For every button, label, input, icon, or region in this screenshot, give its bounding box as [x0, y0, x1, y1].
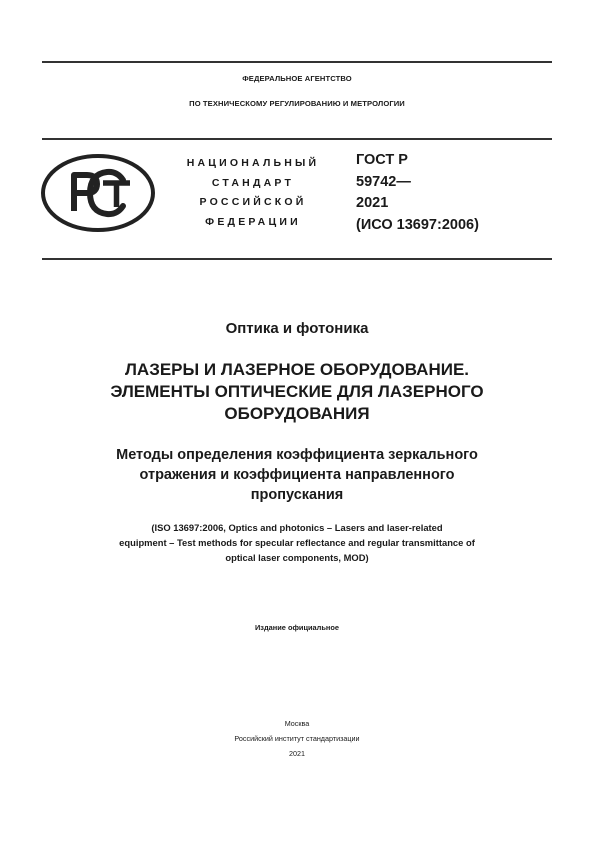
methods-line: Методы определения коэффициента зеркального — [116, 447, 478, 463]
lower-rule — [42, 258, 552, 260]
national-line: НАЦИОНАЛЬНЫЙ — [186, 157, 320, 169]
gost-line: ГОСТ Р — [356, 152, 408, 168]
gost-line: 2021 — [356, 195, 389, 212]
national-line: ФЕДЕРАЦИИ — [205, 215, 301, 228]
main-title — [42, 359, 552, 425]
iso-line: equipment – Test methods for specular reflectance and regular transmittance of — [119, 537, 475, 548]
gost-designation — [356, 150, 546, 237]
methods-line: пропускания — [250, 487, 344, 503]
top-rule — [42, 61, 552, 63]
iso-line: optical laser components, MOD) — [225, 552, 369, 563]
methods-line: отражения и коэффициента направленного — [139, 467, 455, 483]
national-line: РОССИЙСКОЙ — [199, 196, 307, 209]
main-title-line: ЛАЗЕРЫ И ЛАЗЕРНОЕ ОБОРУДОВАНИЕ. — [124, 360, 470, 379]
agency-line-2: ПО ТЕХНИЧЕСКОМУ РЕГУЛИРОВАНИЮ И МЕТРОЛОГИИ — [189, 99, 405, 108]
main-title-line: ОБОРУДОВАНИЯ — [224, 404, 370, 423]
iso-reference — [82, 520, 512, 565]
imprint-year: 2021 — [289, 749, 305, 758]
gost-line: (ИСО 13697:2006) — [356, 217, 479, 234]
imprint — [42, 716, 552, 761]
imprint-publisher: Российский институт стандартизации — [234, 734, 360, 743]
imprint-city: Москва — [284, 719, 310, 728]
middle-rule — [42, 138, 552, 140]
methods-subtitle — [42, 445, 552, 505]
national-standard-label — [168, 154, 338, 232]
national-line: СТАНДАРТ — [211, 176, 295, 189]
agency-line-1: ФЕДЕРАЛЬНОЕ АГЕНТСТВО — [242, 74, 352, 83]
iso-line: (ISO 13697:2006, Optics and photonics – Lasers and laser-related — [151, 522, 443, 533]
rst-certification-mark-icon — [40, 153, 156, 233]
gost-line: 59742— — [356, 173, 411, 190]
section-title: Оптика и фотоника — [225, 320, 369, 337]
edition-label: Издание официальное — [254, 623, 339, 632]
main-title-line: ЭЛЕМЕНТЫ ОПТИЧЕСКИЕ ДЛЯ ЛАЗЕРНОГО — [110, 382, 484, 401]
